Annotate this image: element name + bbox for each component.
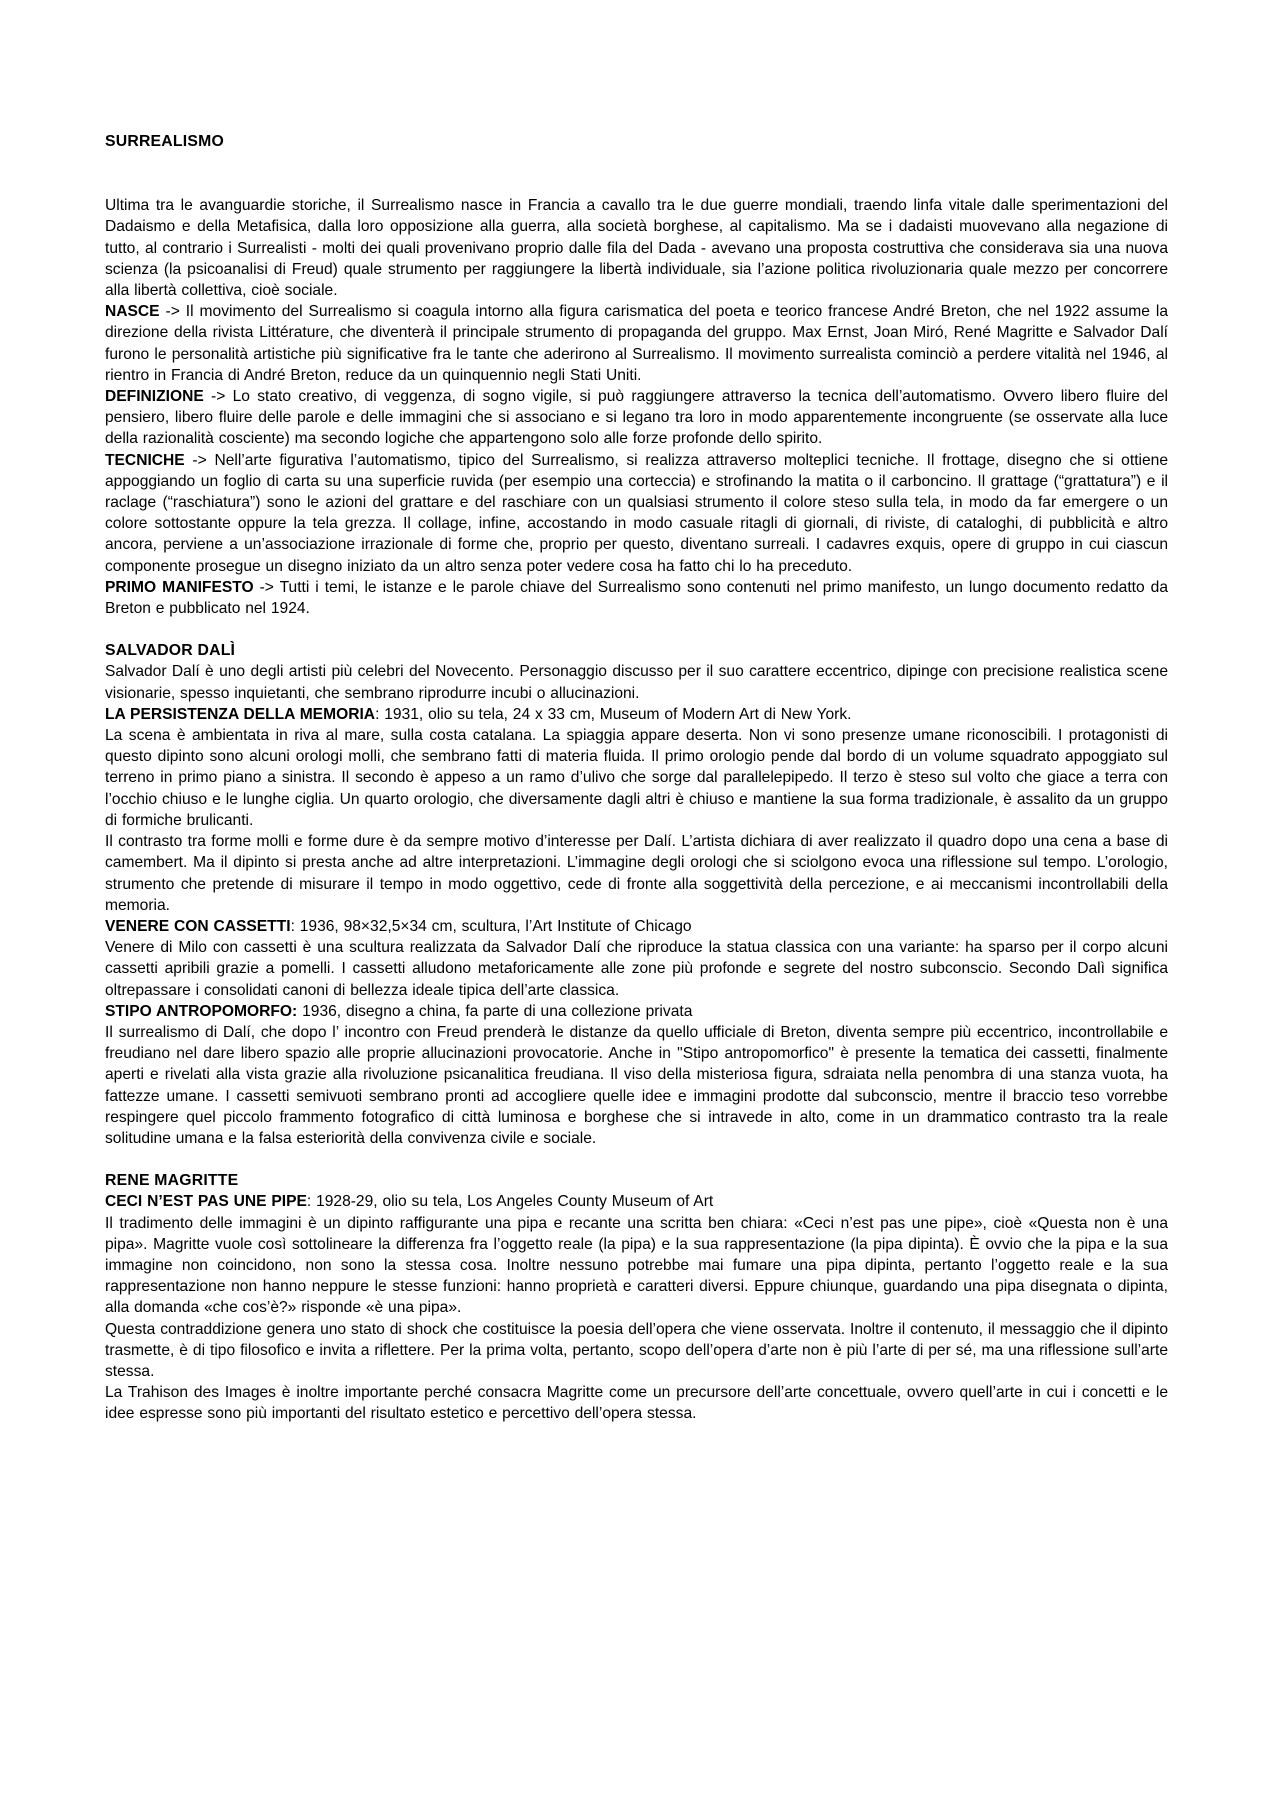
paragraph-separator: :	[375, 705, 385, 723]
paragraph	[105, 1382, 1168, 1424]
paragraph	[105, 1022, 1168, 1149]
section-heading: SALVADOR DALÌ	[105, 642, 236, 660]
paragraph	[105, 386, 1168, 450]
paragraph-label: CECI N’EST PAS UNE PIPE	[105, 1193, 307, 1211]
paragraph-text: Nell’arte figurativa l’automatismo, tipico del Surrealismo, si realizza attraverso molteplici tecniche. Il frottage, disegno che si ottiene appoggiando un foglio di carta su una superficie ruvida (per esempio una corteccia) e strofinando la matita o il carboncino. Il grattage (“grattatura”) e il raclage (“raschiatura”) sono le azioni del grattare e del raschiare con un qualsiasi strumento il colore steso sulla tela, in modo da far emergere o un colore sottostante oppure la tela grezza. Il collage, infine, accostando in modo casuale ritagli di giornali, di riviste, di cataloghi, di pubblicità e altro ancora, perviene a un’associazione irrazionale di forme che, proprio per questo, diventano surreali. I cadavres exquis, opere di gruppo in cui ciascun componente prosegue un disegno iniziato da un altro senza poter vedere cosa ha fatto chi lo ha preceduto.	[105, 451, 1169, 575]
paragraph-text: Il contrasto tra forme molli e forme dure è da sempre motivo d’interesse per Dalí. L’artista dichiara di aver realizzato il quadro dopo una cena a base di camembert. Ma il dipinto si presta anche ad altre interpretazioni. L’immagine degli orologi che si sciolgono evoca una riflessione sul tempo. L’orologio, strumento che pretende di misurare il tempo in modo oggettivo, cede di fronte alla soggettività della percezione, e ai meccanismi incontrollabili della memoria.	[105, 833, 1168, 914]
paragraph-label: TECNICHE	[105, 451, 185, 469]
paragraph	[105, 1213, 1168, 1319]
paragraph-separator: :	[306, 1193, 317, 1211]
paragraph	[105, 725, 1168, 831]
paragraph-text: Venere di Milo con cassetti è una scultura realizzata da Salvador Dalí che riproduce la statua classica con una variante: ha sparso per il corpo alcuni cassetti apribili grazie a pomelli. I cassetti alludono metaforicamente alle zone più profonde e segrete del nostro subconscio. Secondo Dalì significa oltrepassare i consolidati canoni di bellezza ideale tipica dell’arte classica.	[105, 939, 1168, 999]
paragraph-text: Ultima tra le avanguardie storiche, il Surrealismo nasce in Francia a cavallo tra le due guerre mondiali, traendo linfa vitale dalle sperimentazioni del Dadaismo e della Metafisica, dalla loro opposizione alla guerra, alla società borghese, al capitalismo. Ma se i dadaisti muovevano alla negazione di tutto, al contrario i Surrealisti - molti dei quali provenivano proprio dalle fila del Dada - avevano una proposta costruttiva che considerava sia una nuova scienza (la psicoanalisi di Freud) quale strumento per raggiungere la libertà individuale, sia l’azione politica rivoluzionaria quale mezzo per concorrere alla libertà collettiva, cioè sociale.	[105, 197, 1168, 300]
paragraph-separator: ->	[159, 303, 186, 321]
section-heading: RENE MAGRITTE	[105, 1172, 239, 1190]
paragraph-text: Tutti i temi, le istanze e le parole chiave del Surrealismo sono contenuti nel primo manifesto, un lungo documento redatto da Breton e pubblicato nel 1924.	[105, 578, 1168, 618]
paragraph	[105, 1319, 1168, 1383]
section-heading: SURREALISMO	[105, 133, 224, 150]
paragraph	[105, 1001, 1168, 1022]
paragraph-text: La Trahison des Images è inoltre importante perché consacra Magritte come un precursore dell’arte concettuale, ovvero quell’arte in cui i concetti e le idee espresse sono più importanti del risultato estetico e percettivo dell’opera stessa.	[105, 1384, 1168, 1423]
paragraph	[105, 661, 1168, 703]
paragraph	[105, 301, 1168, 386]
paragraph-text: 1936, disegno a china, fa parte di una collezione privata	[302, 1002, 693, 1020]
section	[105, 640, 1168, 1149]
paragraph-label: LA PERSISTENZA DELLA MEMORIA	[105, 705, 376, 723]
paragraph	[105, 450, 1168, 577]
paragraph-label: VENERE CON CASSETTI	[105, 917, 291, 935]
paragraph	[105, 831, 1168, 916]
paragraph-text: Il movimento del Surrealismo si coagula intorno alla figura carismatica del poeta e teorico francese André Breton, che nel 1922 assume la direzione della rivista Littérature, che diventerà il principale strumento di propaganda del gruppo. Max Ernst, Joan Miró, René Magritte e Salvador Dalí furono le personalità artistiche più significative fra le tante che aderirono al Surrealismo. Il movimento surrealista cominciò a perdere vitalità nel 1946, al rientro in Francia di André Breton, reduce da un quinquennio negli Stati Uniti.	[105, 303, 1169, 384]
paragraph-text: Lo stato creativo, di veggenza, di sogno vigile, si può raggiungere attraverso la tecnica dell’automatismo. Ovvero libero fluire del pensiero, libero fluire delle parole e delle immagini che si associano e si legano tra loro in modo apparentemente incongruente (se osservate alla luce della razionalità cosciente) ma secondo logiche che appartengono solo alle forze profonde dello spirito.	[105, 388, 1168, 448]
paragraph-text: 1928-29, olio su tela, Los Angeles County Museum of Art	[316, 1193, 714, 1211]
paragraph-label: DEFINIZIONE	[105, 388, 204, 406]
paragraph	[105, 195, 1168, 301]
paragraph-label: NASCE	[105, 303, 160, 321]
paragraph-text: Il surrealismo di Dalí, che dopo l’ incontro con Freud prenderà le distanze da quello ufficiale di Breton, diventa sempre più eccentrico, incontrollabile e freudiano nel dare libero spazio alle proprie allucinazioni provocatorie. Anche in "Stipo antropomorfico" è presente la tematica dei cassetti, finalmente aperti e rivelati alla vista grazie alla rivoluzione psicanalitica freudiana. Il viso della misteriosa figura, sdraiata nella penombra di una stanza vuota, ha fattezze umane. I cassetti semivuoti sembrano pronti ad accogliere quelle idee e immagini prodotte dal subconscio, mentre il braccio teso vorrebbe respingere quel piccolo frammento fotografico di città luminosa e borghese che si intravede in alto, come in un drammatico contrasto tra la reale solitudine umana e la falsa esteriorità della convivenza civile e sociale.	[105, 1023, 1168, 1147]
document-content	[105, 131, 1168, 1425]
paragraph-label: STIPO ANTROPOMORFO:	[105, 1002, 298, 1020]
paragraph	[105, 704, 1168, 725]
paragraph-text: Il tradimento delle immagini è un dipinto raffigurante una pipa e recante una scritta ben chiara: «Ceci n’est pas une pipe», cioè «Questa non è una pipa». Magritte vuole così sottolineare la differenza fra l’oggetto reale (la pipa) e la sua rappresentazione (la pipa dipinta). È ovvio che la pipa e la sua immagine non coincidono, non sono la stessa cosa. Inoltre nessuno potrebbe mai fumare una pipa dipinta, pertanto l’oggetto reale e la sua rappresentazione non hanno neppure le stesse funzioni: hanno proprietà e caratteri diversi. Eppure chiunque, guardando una pipa disegnata o dipinta, alla domanda «che cos’è?» risponde «è una pipa».	[105, 1214, 1168, 1317]
paragraph	[105, 577, 1168, 619]
paragraph-text: 1936, 98×32,5×34 cm, scultura, l’Art Institute of Chicago	[299, 917, 692, 935]
section	[105, 131, 1168, 619]
paragraph-separator: ->	[203, 388, 233, 406]
paragraph-separator: ->	[184, 451, 215, 469]
paragraph	[105, 1191, 1168, 1212]
paragraph-text: Questa contraddizione genera uno stato di shock che costituisce la poesia dell’opera che viene osservata. Inoltre il contenuto, il messaggio che il dipinto trasmette, è di tipo filosofico e invita a riflettere. Per la prima volta, pertanto, scopo dell’opera d’arte non è più l’arte di per sé, ma una riflessione sull’arte stessa.	[105, 1320, 1168, 1380]
paragraph-text: La scena è ambientata in riva al mare, sulla costa catalana. La spiaggia appare deserta. Non vi sono presenze umane riconoscibili. I protagonisti di questo dipinto sono alcuni orologi molli, che sembrano fatti di materia fluida. Il primo orologio pende dal bordo di un volume squadrato appoggiato sul terreno in primo piano a sinistra. Il secondo è appeso a un ramo d’ulivo che sorge dal parallelepipedo. Il terzo è steso sul volto che giace a terra con l’occhio chiuso e le lunghe ciglia. Un quarto orologio, che diversamente dagli altri è chiuso e mantiene la sua forma tradizionale, è assalito da un gruppo di formiche brulicanti.	[105, 727, 1168, 829]
paragraph	[105, 916, 1168, 937]
paragraph-separator: ->	[253, 578, 280, 596]
section	[105, 1170, 1168, 1424]
paragraph-label: PRIMO MANIFESTO	[105, 578, 254, 596]
paragraph-separator: :	[290, 917, 300, 935]
paragraph-text: Salvador Dalí è uno degli artisti più celebri del Novecento. Personaggio discusso per il suo carattere eccentrico, dipinge con precisione realistica scene visionarie, spesso inquietanti, che sembrano riprodurre incubi o allucinazioni.	[105, 663, 1168, 702]
paragraph-text: 1931, olio su tela, 24 x 33 cm, Museum of Modern Art di New York.	[384, 705, 852, 723]
paragraph	[105, 937, 1168, 1001]
